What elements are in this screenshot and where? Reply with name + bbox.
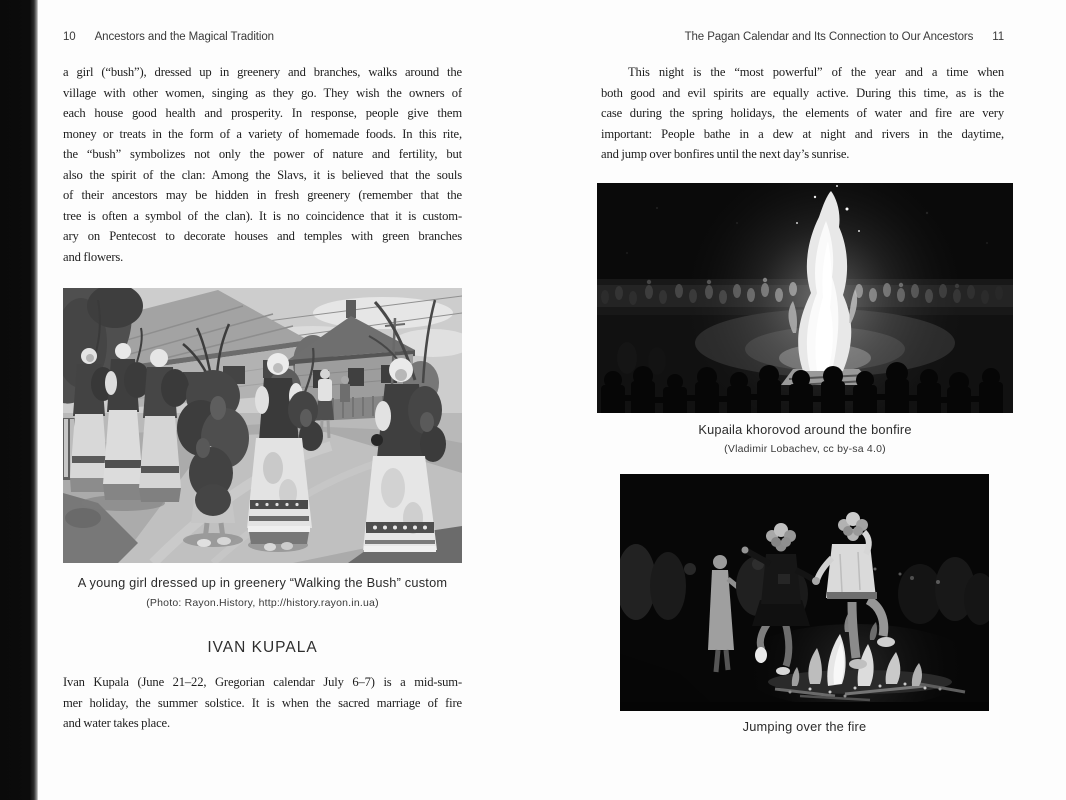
section-heading-ivan-kupala: IVAN KUPALA [207, 639, 318, 656]
fire-jumping-illustration [620, 474, 989, 711]
left-running-title: Ancestors and the Magical Tradition [94, 31, 274, 43]
fire-jumping-photo [620, 474, 989, 711]
bonfire-photo-credit: (Vladimir Lobachev, cc by-sa 4.0) [724, 443, 886, 455]
ivan-kupala-paragraph: Ivan Kupala (June 21–22, Gregorian calendar July 6–7) is a mid-sum- mer holiday, the summer solstice. It is when the sacred marriage of fire and water takes place. [63, 675, 462, 730]
page-edge-shadow [0, 0, 38, 800]
village-procession-illustration [63, 288, 462, 563]
right-body-paragraph: This night is the “most powerful” of the year and a time when both good and evil spirits are equally active. During this time, as is the case during the spring holidays, the elements of water and fire are very important: People bathe in a dew at night and rivers in the daytime, and jump over bonfires until the next day’s sunrise. [601, 65, 1004, 161]
bonfire-khorovod-illustration [597, 183, 1013, 413]
left-running-header [63, 31, 483, 43]
right-page-number: 11 [992, 31, 1004, 43]
left-photo-credit: (Photo: Rayon.History, http://history.rayon.in.ua) [146, 597, 379, 609]
left-photo-caption: A young girl dressed up in greenery “Walking the Bush” custom [77, 575, 448, 590]
bonfire-photo-caption: Kupaila khorovod around the bonfire [698, 422, 912, 437]
village-procession-photo [63, 288, 462, 563]
left-body-paragraph: a girl (“bush”), dressed up in greenery and branches, walks around the village with other women, singing as they go. They wish the owners of each house good health and prosperity. In response, people give them money or treats in the form of a variety of homemade foods. In this rite, the “bush” symbolizes not only the power of nature and fertility, but also the spirit of the clan: Among the Slavs, it is believed that the souls of their ancestors may be hidden in fresh greenery (remember that the tree is often a symbol of the clan). It is no coincidence that it is custom- ary on Pentecost to decorate houses and temples with green branches and flowers. [63, 65, 462, 264]
right-running-header [581, 31, 1004, 43]
right-running-title: The Pagan Calendar and Its Connection to Our Ancestors [684, 31, 974, 43]
bonfire-khorovod-photo [597, 183, 1013, 413]
fire-jumping-caption: Jumping over the fire [742, 719, 867, 734]
left-page-number: 10 [63, 31, 76, 43]
